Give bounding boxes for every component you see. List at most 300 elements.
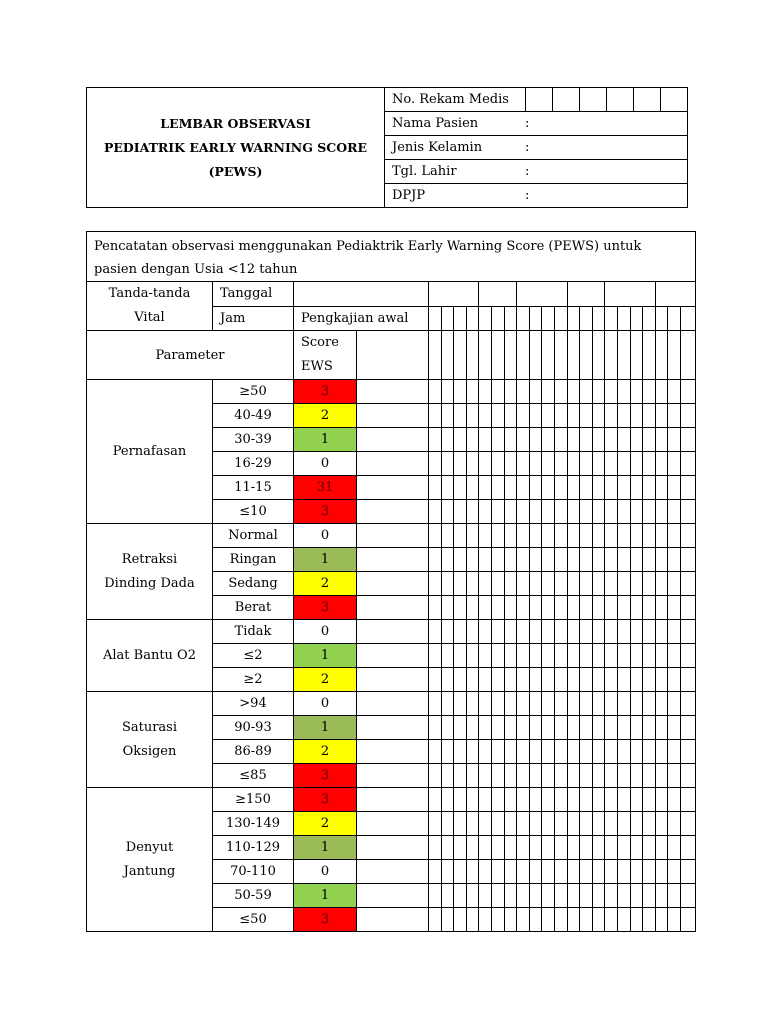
observation-cell[interactable]: [441, 692, 454, 716]
observation-cell[interactable]: [680, 764, 695, 788]
tanggal-initial-cell[interactable]: [294, 282, 429, 307]
tanggal-group-3[interactable]: [517, 282, 567, 307]
observation-cell[interactable]: [542, 548, 555, 572]
observation-cell[interactable]: [466, 692, 479, 716]
observation-cell[interactable]: [441, 836, 454, 860]
observation-cell[interactable]: [542, 572, 555, 596]
jam-cell[interactable]: [630, 306, 643, 331]
observation-cell[interactable]: [529, 884, 542, 908]
observation-cell[interactable]: [680, 380, 695, 404]
observation-cell[interactable]: [466, 404, 479, 428]
observation-cell[interactable]: [668, 860, 681, 884]
observation-cell[interactable]: [429, 716, 442, 740]
observation-cell[interactable]: [630, 836, 643, 860]
observation-cell[interactable]: [592, 836, 605, 860]
parameter-obs-cell[interactable]: [529, 331, 542, 380]
observation-cell[interactable]: [643, 740, 656, 764]
observation-cell[interactable]: [655, 764, 668, 788]
observation-cell[interactable]: [592, 428, 605, 452]
observation-cell[interactable]: [605, 644, 618, 668]
observation-cell[interactable]: [454, 884, 467, 908]
observation-cell[interactable]: [491, 740, 504, 764]
observation-cell[interactable]: [592, 884, 605, 908]
observation-cell[interactable]: [605, 908, 618, 932]
observation-cell[interactable]: [504, 860, 517, 884]
initial-assessment-cell[interactable]: [357, 764, 429, 788]
initial-assessment-cell[interactable]: [357, 404, 429, 428]
jam-cell[interactable]: [680, 306, 695, 331]
observation-cell[interactable]: [429, 788, 442, 812]
jam-cell[interactable]: [542, 306, 555, 331]
observation-cell[interactable]: [643, 812, 656, 836]
observation-cell[interactable]: [542, 596, 555, 620]
observation-cell[interactable]: [529, 644, 542, 668]
observation-cell[interactable]: [567, 500, 580, 524]
observation-cell[interactable]: [466, 620, 479, 644]
observation-cell[interactable]: [680, 644, 695, 668]
observation-cell[interactable]: [655, 668, 668, 692]
observation-cell[interactable]: [441, 668, 454, 692]
observation-cell[interactable]: [466, 476, 479, 500]
jam-cell[interactable]: [429, 306, 442, 331]
observation-cell[interactable]: [605, 740, 618, 764]
initial-assessment-cell[interactable]: [357, 620, 429, 644]
observation-cell[interactable]: [630, 596, 643, 620]
parameter-obs-cell[interactable]: [441, 331, 454, 380]
observation-cell[interactable]: [554, 764, 567, 788]
observation-cell[interactable]: [655, 572, 668, 596]
observation-cell[interactable]: [617, 836, 630, 860]
observation-cell[interactable]: [441, 596, 454, 620]
observation-cell[interactable]: [466, 548, 479, 572]
observation-cell[interactable]: [554, 548, 567, 572]
observation-cell[interactable]: [655, 860, 668, 884]
observation-cell[interactable]: [567, 644, 580, 668]
observation-cell[interactable]: [517, 836, 530, 860]
observation-cell[interactable]: [655, 644, 668, 668]
observation-cell[interactable]: [429, 908, 442, 932]
observation-cell[interactable]: [479, 812, 492, 836]
observation-cell[interactable]: [605, 476, 618, 500]
observation-cell[interactable]: [479, 596, 492, 620]
observation-cell[interactable]: [529, 596, 542, 620]
observation-cell[interactable]: [529, 404, 542, 428]
initial-assessment-cell[interactable]: [357, 884, 429, 908]
observation-cell[interactable]: [529, 428, 542, 452]
observation-cell[interactable]: [643, 860, 656, 884]
observation-cell[interactable]: [617, 596, 630, 620]
observation-cell[interactable]: [655, 692, 668, 716]
observation-cell[interactable]: [504, 452, 517, 476]
observation-cell[interactable]: [655, 524, 668, 548]
observation-cell[interactable]: [580, 404, 593, 428]
observation-cell[interactable]: [517, 380, 530, 404]
observation-cell[interactable]: [529, 668, 542, 692]
observation-cell[interactable]: [630, 788, 643, 812]
observation-cell[interactable]: [680, 908, 695, 932]
observation-cell[interactable]: [580, 908, 593, 932]
observation-cell[interactable]: [429, 620, 442, 644]
observation-cell[interactable]: [441, 740, 454, 764]
observation-cell[interactable]: [517, 908, 530, 932]
observation-cell[interactable]: [630, 644, 643, 668]
observation-cell[interactable]: [668, 908, 681, 932]
initial-assessment-cell[interactable]: [357, 788, 429, 812]
observation-cell[interactable]: [454, 476, 467, 500]
observation-cell[interactable]: [466, 452, 479, 476]
observation-cell[interactable]: [466, 884, 479, 908]
observation-cell[interactable]: [466, 788, 479, 812]
observation-cell[interactable]: [454, 692, 467, 716]
observation-cell[interactable]: [491, 524, 504, 548]
observation-cell[interactable]: [605, 620, 618, 644]
observation-cell[interactable]: [454, 716, 467, 740]
observation-cell[interactable]: [655, 428, 668, 452]
observation-cell[interactable]: [517, 500, 530, 524]
observation-cell[interactable]: [441, 572, 454, 596]
observation-cell[interactable]: [429, 476, 442, 500]
observation-cell[interactable]: [592, 548, 605, 572]
parameter-obs-cell[interactable]: [580, 331, 593, 380]
observation-cell[interactable]: [567, 836, 580, 860]
observation-cell[interactable]: [554, 428, 567, 452]
initial-assessment-cell[interactable]: [357, 692, 429, 716]
observation-cell[interactable]: [542, 524, 555, 548]
observation-cell[interactable]: [668, 812, 681, 836]
observation-cell[interactable]: [643, 788, 656, 812]
observation-cell[interactable]: [504, 524, 517, 548]
observation-cell[interactable]: [466, 812, 479, 836]
parameter-obs-cell[interactable]: [542, 331, 555, 380]
observation-cell[interactable]: [680, 836, 695, 860]
observation-cell[interactable]: [617, 572, 630, 596]
observation-cell[interactable]: [542, 812, 555, 836]
jam-cell[interactable]: [580, 306, 593, 331]
observation-cell[interactable]: [580, 476, 593, 500]
observation-cell[interactable]: [605, 452, 618, 476]
tanggal-group-2[interactable]: [479, 282, 517, 307]
observation-cell[interactable]: [429, 500, 442, 524]
observation-cell[interactable]: [491, 500, 504, 524]
observation-cell[interactable]: [668, 692, 681, 716]
observation-cell[interactable]: [491, 452, 504, 476]
observation-cell[interactable]: [567, 380, 580, 404]
observation-cell[interactable]: [517, 716, 530, 740]
observation-cell[interactable]: [643, 836, 656, 860]
observation-cell[interactable]: [592, 572, 605, 596]
observation-cell[interactable]: [680, 620, 695, 644]
observation-cell[interactable]: [542, 428, 555, 452]
observation-cell[interactable]: [680, 476, 695, 500]
observation-cell[interactable]: [592, 524, 605, 548]
observation-cell[interactable]: [504, 812, 517, 836]
observation-cell[interactable]: [479, 524, 492, 548]
observation-cell[interactable]: [479, 836, 492, 860]
observation-cell[interactable]: [454, 668, 467, 692]
rekam-medis-box-6[interactable]: [661, 88, 688, 112]
observation-cell[interactable]: [529, 572, 542, 596]
observation-cell[interactable]: [454, 788, 467, 812]
observation-cell[interactable]: [580, 380, 593, 404]
observation-cell[interactable]: [542, 716, 555, 740]
observation-cell[interactable]: [504, 476, 517, 500]
observation-cell[interactable]: [454, 404, 467, 428]
observation-cell[interactable]: [479, 740, 492, 764]
dpjp-field[interactable]: [385, 184, 688, 208]
observation-cell[interactable]: [542, 884, 555, 908]
parameter-obs-cell[interactable]: [479, 331, 492, 380]
observation-cell[interactable]: [529, 476, 542, 500]
initial-assessment-cell[interactable]: [357, 476, 429, 500]
initial-assessment-cell[interactable]: [357, 644, 429, 668]
jam-cell[interactable]: [592, 306, 605, 331]
observation-cell[interactable]: [441, 788, 454, 812]
observation-cell[interactable]: [605, 548, 618, 572]
observation-cell[interactable]: [655, 452, 668, 476]
observation-cell[interactable]: [592, 452, 605, 476]
observation-cell[interactable]: [491, 548, 504, 572]
observation-cell[interactable]: [655, 500, 668, 524]
initial-assessment-cell[interactable]: [357, 572, 429, 596]
observation-cell[interactable]: [592, 476, 605, 500]
observation-cell[interactable]: [441, 860, 454, 884]
observation-cell[interactable]: [429, 836, 442, 860]
observation-cell[interactable]: [630, 476, 643, 500]
observation-cell[interactable]: [454, 548, 467, 572]
observation-cell[interactable]: [529, 836, 542, 860]
observation-cell[interactable]: [655, 884, 668, 908]
parameter-obs-cell[interactable]: [466, 331, 479, 380]
observation-cell[interactable]: [668, 452, 681, 476]
parameter-obs-cell[interactable]: [655, 331, 668, 380]
observation-cell[interactable]: [529, 380, 542, 404]
observation-cell[interactable]: [504, 788, 517, 812]
initial-assessment-cell[interactable]: [357, 860, 429, 884]
observation-cell[interactable]: [592, 620, 605, 644]
observation-cell[interactable]: [479, 404, 492, 428]
observation-cell[interactable]: [680, 740, 695, 764]
observation-cell[interactable]: [655, 620, 668, 644]
observation-cell[interactable]: [441, 716, 454, 740]
observation-cell[interactable]: [454, 764, 467, 788]
observation-cell[interactable]: [479, 572, 492, 596]
observation-cell[interactable]: [580, 500, 593, 524]
observation-cell[interactable]: [429, 668, 442, 692]
observation-cell[interactable]: [655, 836, 668, 860]
observation-cell[interactable]: [630, 500, 643, 524]
observation-cell[interactable]: [630, 764, 643, 788]
observation-cell[interactable]: [643, 476, 656, 500]
observation-cell[interactable]: [668, 572, 681, 596]
observation-cell[interactable]: [567, 716, 580, 740]
observation-cell[interactable]: [617, 500, 630, 524]
observation-cell[interactable]: [668, 428, 681, 452]
observation-cell[interactable]: [605, 668, 618, 692]
jam-cell[interactable]: [655, 306, 668, 331]
observation-cell[interactable]: [479, 668, 492, 692]
observation-cell[interactable]: [542, 836, 555, 860]
observation-cell[interactable]: [655, 380, 668, 404]
observation-cell[interactable]: [617, 476, 630, 500]
parameter-obs-cell[interactable]: [592, 331, 605, 380]
observation-cell[interactable]: [580, 644, 593, 668]
parameter-obs-cell[interactable]: [630, 331, 643, 380]
initial-assessment-cell[interactable]: [357, 428, 429, 452]
observation-cell[interactable]: [643, 572, 656, 596]
observation-cell[interactable]: [668, 836, 681, 860]
observation-cell[interactable]: [479, 716, 492, 740]
observation-cell[interactable]: [592, 740, 605, 764]
observation-cell[interactable]: [441, 620, 454, 644]
observation-cell[interactable]: [529, 716, 542, 740]
observation-cell[interactable]: [668, 596, 681, 620]
observation-cell[interactable]: [630, 452, 643, 476]
jam-cell[interactable]: [668, 306, 681, 331]
rekam-medis-box-3[interactable]: [580, 88, 607, 112]
observation-cell[interactable]: [529, 860, 542, 884]
observation-cell[interactable]: [517, 620, 530, 644]
observation-cell[interactable]: [517, 476, 530, 500]
rekam-medis-box-5[interactable]: [634, 88, 661, 112]
observation-cell[interactable]: [542, 740, 555, 764]
observation-cell[interactable]: [517, 764, 530, 788]
observation-cell[interactable]: [580, 884, 593, 908]
observation-cell[interactable]: [466, 524, 479, 548]
observation-cell[interactable]: [605, 764, 618, 788]
observation-cell[interactable]: [655, 908, 668, 932]
observation-cell[interactable]: [680, 668, 695, 692]
observation-cell[interactable]: [668, 764, 681, 788]
observation-cell[interactable]: [643, 452, 656, 476]
observation-cell[interactable]: [466, 740, 479, 764]
observation-cell[interactable]: [592, 716, 605, 740]
observation-cell[interactable]: [554, 668, 567, 692]
observation-cell[interactable]: [542, 668, 555, 692]
observation-cell[interactable]: [554, 452, 567, 476]
observation-cell[interactable]: [617, 788, 630, 812]
observation-cell[interactable]: [668, 740, 681, 764]
observation-cell[interactable]: [491, 596, 504, 620]
observation-cell[interactable]: [605, 404, 618, 428]
observation-cell[interactable]: [567, 452, 580, 476]
tanggal-group-6[interactable]: [655, 282, 695, 307]
nama-pasien-field[interactable]: [385, 112, 688, 136]
initial-assessment-cell[interactable]: [357, 596, 429, 620]
observation-cell[interactable]: [668, 500, 681, 524]
observation-cell[interactable]: [567, 740, 580, 764]
observation-cell[interactable]: [580, 452, 593, 476]
observation-cell[interactable]: [567, 812, 580, 836]
observation-cell[interactable]: [630, 524, 643, 548]
observation-cell[interactable]: [542, 620, 555, 644]
jam-cell[interactable]: [617, 306, 630, 331]
observation-cell[interactable]: [630, 404, 643, 428]
jam-cell[interactable]: [466, 306, 479, 331]
observation-cell[interactable]: [655, 740, 668, 764]
observation-cell[interactable]: [479, 548, 492, 572]
observation-cell[interactable]: [504, 500, 517, 524]
observation-cell[interactable]: [517, 572, 530, 596]
initial-assessment-cell[interactable]: [357, 548, 429, 572]
observation-cell[interactable]: [441, 884, 454, 908]
observation-cell[interactable]: [441, 812, 454, 836]
observation-cell[interactable]: [554, 860, 567, 884]
observation-cell[interactable]: [479, 380, 492, 404]
parameter-obs-cell[interactable]: [517, 331, 530, 380]
observation-cell[interactable]: [542, 644, 555, 668]
observation-cell[interactable]: [668, 404, 681, 428]
observation-cell[interactable]: [491, 428, 504, 452]
observation-cell[interactable]: [617, 404, 630, 428]
observation-cell[interactable]: [630, 620, 643, 644]
jam-cell[interactable]: [567, 306, 580, 331]
observation-cell[interactable]: [504, 716, 517, 740]
observation-cell[interactable]: [567, 668, 580, 692]
observation-cell[interactable]: [491, 764, 504, 788]
observation-cell[interactable]: [504, 884, 517, 908]
observation-cell[interactable]: [605, 692, 618, 716]
observation-cell[interactable]: [668, 644, 681, 668]
observation-cell[interactable]: [643, 884, 656, 908]
observation-cell[interactable]: [491, 620, 504, 644]
observation-cell[interactable]: [491, 404, 504, 428]
observation-cell[interactable]: [454, 812, 467, 836]
tgl-lahir-field[interactable]: [385, 160, 688, 184]
observation-cell[interactable]: [643, 428, 656, 452]
observation-cell[interactable]: [429, 644, 442, 668]
observation-cell[interactable]: [567, 908, 580, 932]
observation-cell[interactable]: [504, 620, 517, 644]
observation-cell[interactable]: [429, 572, 442, 596]
tanggal-group-4[interactable]: [567, 282, 605, 307]
observation-cell[interactable]: [567, 620, 580, 644]
observation-cell[interactable]: [554, 812, 567, 836]
observation-cell[interactable]: [630, 428, 643, 452]
observation-cell[interactable]: [643, 524, 656, 548]
observation-cell[interactable]: [479, 476, 492, 500]
observation-cell[interactable]: [454, 452, 467, 476]
observation-cell[interactable]: [655, 812, 668, 836]
observation-cell[interactable]: [680, 548, 695, 572]
observation-cell[interactable]: [542, 380, 555, 404]
observation-cell[interactable]: [491, 476, 504, 500]
observation-cell[interactable]: [466, 764, 479, 788]
observation-cell[interactable]: [617, 452, 630, 476]
observation-cell[interactable]: [567, 548, 580, 572]
observation-cell[interactable]: [680, 524, 695, 548]
jam-cell[interactable]: [517, 306, 530, 331]
jam-cell[interactable]: [504, 306, 517, 331]
observation-cell[interactable]: [643, 764, 656, 788]
rekam-medis-box-2[interactable]: [553, 88, 580, 112]
observation-cell[interactable]: [491, 668, 504, 692]
observation-cell[interactable]: [567, 476, 580, 500]
observation-cell[interactable]: [643, 500, 656, 524]
observation-cell[interactable]: [429, 452, 442, 476]
observation-cell[interactable]: [466, 644, 479, 668]
observation-cell[interactable]: [491, 644, 504, 668]
observation-cell[interactable]: [441, 380, 454, 404]
observation-cell[interactable]: [643, 596, 656, 620]
observation-cell[interactable]: [466, 596, 479, 620]
observation-cell[interactable]: [504, 404, 517, 428]
observation-cell[interactable]: [617, 812, 630, 836]
observation-cell[interactable]: [592, 500, 605, 524]
rekam-medis-box-4[interactable]: [607, 88, 634, 112]
observation-cell[interactable]: [542, 452, 555, 476]
observation-cell[interactable]: [429, 860, 442, 884]
observation-cell[interactable]: [617, 764, 630, 788]
